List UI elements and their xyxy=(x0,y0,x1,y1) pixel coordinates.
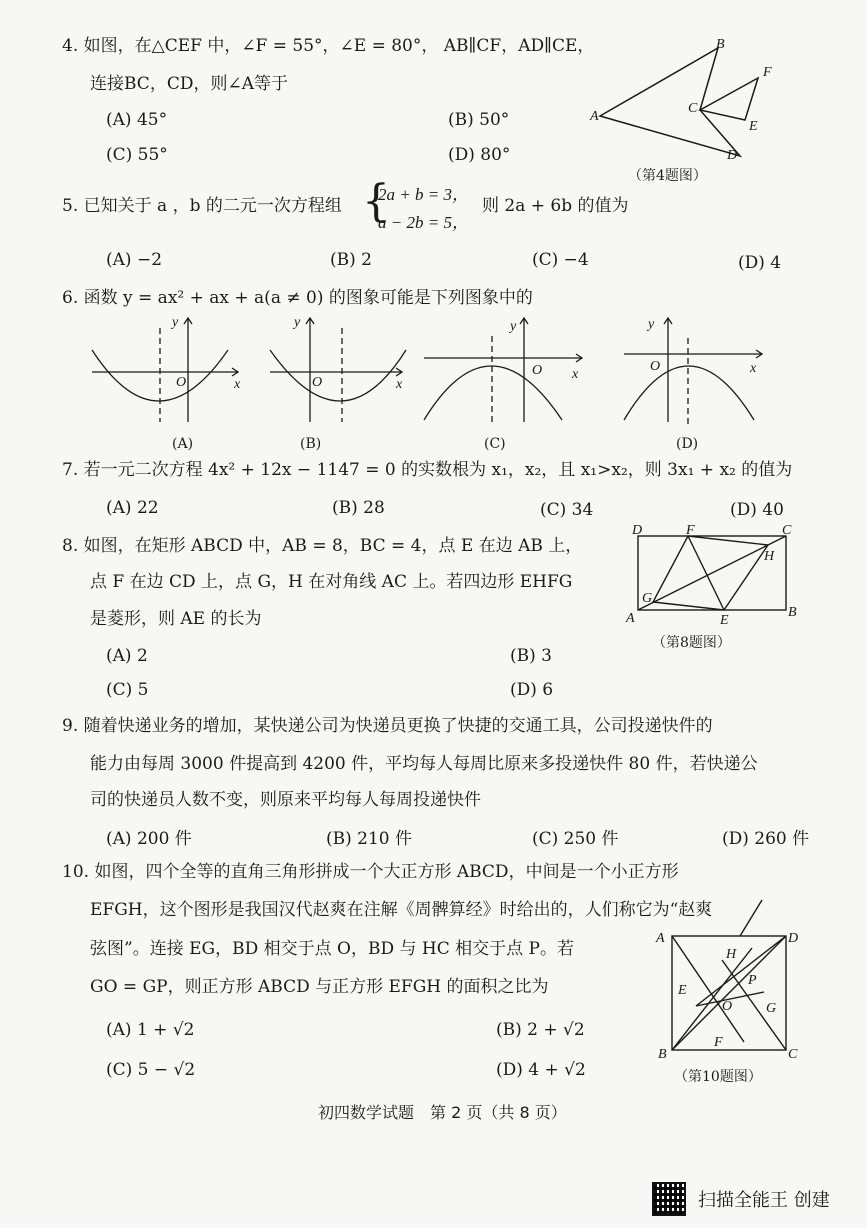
q6-caption-b: (B) xyxy=(300,436,322,452)
q4-figure xyxy=(590,38,790,168)
q10-line4: GO = GP，则正方形 ABCD 与正方形 EFGH 的面积之比为 xyxy=(90,977,549,997)
q10-figure xyxy=(656,892,806,1062)
q6b-origin: O xyxy=(312,375,323,390)
q4-label-e: E xyxy=(749,119,758,134)
q9-line3: 司的快递员人数不变，则原来平均每人每周投递快件 xyxy=(90,790,481,810)
q4-caption: （第4题图） xyxy=(628,168,707,184)
q8-figure xyxy=(626,522,801,632)
q6-graph-d xyxy=(620,312,770,430)
q5-prefix: 5. 已知关于 a ，b 的二元一次方程组 xyxy=(62,196,342,216)
q9-option-a: (A) 200 件 xyxy=(106,829,192,849)
q7-option-c: (C) 34 xyxy=(540,500,594,520)
q6-caption-c: (C) xyxy=(484,436,506,452)
q10-line3: 弦图”。连接 EG，BD 相交于点 O，BD 与 HC 相交于点 P。若 xyxy=(90,939,574,959)
q6d-origin: O xyxy=(650,359,661,374)
q10-option-a: (A) 1 + √2 xyxy=(106,1020,195,1040)
q10-label-e: E xyxy=(678,983,687,998)
q8-label-f: F xyxy=(686,523,695,538)
q9-option-b: (B) 210 件 xyxy=(326,829,413,849)
q10-label-d: D xyxy=(788,931,799,946)
q8-line3: 是菱形，则 AE 的长为 xyxy=(90,609,262,629)
q5-suffix: 则 2a + 6b 的值为 xyxy=(482,196,629,216)
q9-option-d: (D) 260 件 xyxy=(722,829,810,849)
q6b-y-label: y xyxy=(294,315,301,330)
q6d-x-label: x xyxy=(750,361,757,376)
q8-label-g: G xyxy=(642,591,653,606)
q10-label-o: O xyxy=(722,999,733,1014)
q8-label-e: E xyxy=(720,613,729,628)
q10-option-b: (B) 2 + √2 xyxy=(496,1020,585,1040)
q8-option-d: (D) 6 xyxy=(510,680,554,700)
q8-option-a: (A) 2 xyxy=(106,646,148,666)
q5-option-d: (D) 4 xyxy=(738,253,782,273)
page-footer: 初四数学试题 第 2 页（共 8 页） xyxy=(318,1103,567,1122)
q10-caption: （第10题图） xyxy=(674,1069,762,1085)
q6-graph-a xyxy=(88,312,258,430)
q6-graph-b xyxy=(266,312,416,430)
q6-graph-c xyxy=(420,312,590,430)
q4-label-f: F xyxy=(763,65,772,80)
q6c-x-label: x xyxy=(572,367,579,382)
q6-caption-a: (A) xyxy=(172,436,194,452)
q4-label-c: C xyxy=(688,101,698,116)
q7-stem: 7. 若一元二次方程 4x² + 12x − 1147 = 0 的实数根为 x₁，x₂，且 x₁>x₂，则 3x₁ + x₂ 的值为 xyxy=(62,460,793,480)
q10-line1: 10. 如图，四个全等的直角三角形拼成一个大正方形 ABCD，中间是一个小正方形 xyxy=(62,862,679,882)
q4-label-b: B xyxy=(716,37,725,52)
q10-label-p: P xyxy=(748,973,757,988)
q4-option-b: (B) 50° xyxy=(448,110,510,130)
q4-label-d: D xyxy=(727,148,738,163)
q6b-x-label: x xyxy=(396,377,403,392)
q10-label-h: H xyxy=(726,947,737,962)
q6a-y-label: y xyxy=(172,315,179,330)
q8-label-b: B xyxy=(788,605,797,620)
q5-option-a: (A) −2 xyxy=(106,250,163,270)
q8-label-a: A xyxy=(626,611,635,626)
q10-option-c: (C) 5 − √2 xyxy=(106,1060,196,1080)
q10-label-f: F xyxy=(714,1035,723,1050)
q8-line2: 点 F 在边 CD 上，点 G，H 在对角线 AC 上。若四边形 EHFG xyxy=(90,572,573,592)
q7-option-d: (D) 40 xyxy=(730,500,784,520)
q6c-origin: O xyxy=(532,363,543,378)
q10-line2: EFGH，这个图形是我国汉代赵爽在注解《周髀算经》时给出的，人们称它为“赵爽 xyxy=(90,900,713,920)
q9-line1: 9. 随着快递业务的增加，某快递公司为快递员更换了快捷的交通工具，公司投递快件的 xyxy=(62,716,713,736)
q4-label-a: A xyxy=(590,109,599,124)
q6-stem: 6. 函数 y = ax² + ax + a(a ≠ 0) 的图象可能是下列图象中的 xyxy=(62,288,533,308)
q8-label-h: H xyxy=(764,549,775,564)
q7-option-a: (A) 22 xyxy=(106,498,159,518)
qr-code-icon xyxy=(652,1182,686,1216)
q6d-y-label: y xyxy=(648,317,655,332)
q6a-x-label: x xyxy=(234,377,241,392)
q6c-y-label: y xyxy=(510,319,517,334)
q10-label-b: B xyxy=(658,1047,667,1062)
q9-line2: 能力由每周 3000 件提高到 4200 件，平均每人每周比原来多投递快件 80 件，若快递公 xyxy=(90,754,758,774)
q4-option-c: (C) 55° xyxy=(106,145,168,165)
q6-caption-d: (D) xyxy=(676,436,699,452)
q5-brace: { xyxy=(362,176,390,227)
q4-option-d: (D) 80° xyxy=(448,145,511,165)
q8-option-b: (B) 3 xyxy=(510,646,552,666)
q10-option-d: (D) 4 + √2 xyxy=(496,1060,586,1080)
q5-eq2: a − 2b = 5， xyxy=(378,213,469,232)
q7-option-b: (B) 28 xyxy=(332,498,385,518)
q8-label-d: D xyxy=(632,523,643,538)
q4-line2: 连接BC，CD，则∠A等于 xyxy=(90,74,288,94)
q10-label-c: C xyxy=(788,1047,798,1062)
q5-option-c: (C) −4 xyxy=(532,250,589,270)
q8-caption: （第8题图） xyxy=(652,635,731,651)
q5-eq1: 2a + b = 3， xyxy=(378,185,469,204)
q4-line1: 4. 如图，在△CEF 中，∠F = 55°，∠E = 80°， AB∥CF，AD∥CE， xyxy=(62,36,595,56)
q9-option-c: (C) 250 件 xyxy=(532,829,619,849)
watermark-text: 扫描全能王 创建 xyxy=(698,1190,830,1211)
q8-option-c: (C) 5 xyxy=(106,680,149,700)
q6a-origin: O xyxy=(176,375,187,390)
q10-label-g: G xyxy=(766,1001,777,1016)
q8-label-c: C xyxy=(782,523,792,538)
q4-option-a: (A) 45° xyxy=(106,110,168,130)
q10-label-a: A xyxy=(656,931,665,946)
q5-option-b: (B) 2 xyxy=(330,250,372,270)
q8-line1: 8. 如图，在矩形 ABCD 中，AB = 8，BC = 4，点 E 在边 AB 上， xyxy=(62,536,583,556)
